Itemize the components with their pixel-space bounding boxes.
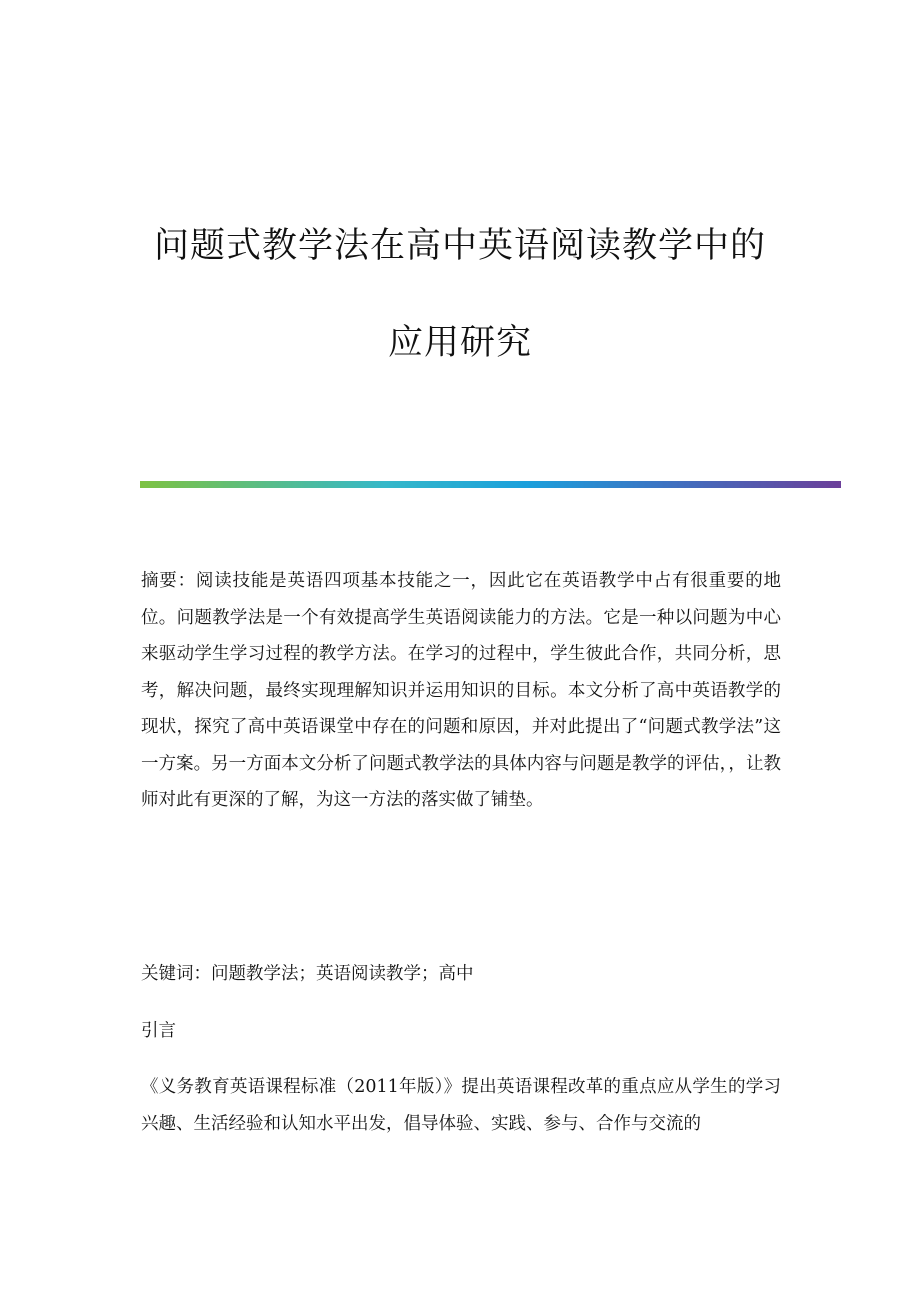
introduction-paragraph: 《义务教育英语课程标准（2011年版）》提出英语课程改革的重点应从学生的学习兴趣、生活经验和认知水平出发，倡导体验、实践、参与、合作与交流的 [141, 1077, 781, 1134]
keywords-line: 关键词：问题教学法；英语阅读教学；高中 [141, 964, 474, 984]
abstract-paragraph: 摘要：阅读技能是英语四项基本技能之一，因此它在英语教学中占有很重要的地位。问题教学法是一个有效提高学生英语阅读能力的方法。它是一种以问题为中心来驱动学生学习过程的教学方法。在学习的过程中，学生彼此合作，共同分析，思考，解决问题，最终实现理解知识并运用知识的目标。本文分析了高中英语教学的现状，探究了高中英语课堂中存在的问题和原因，并对此提出了“问题式教学法”这一方案。另一方面本文分析了问题式教学法的具体内容与问题是教学的评估，，让教师对此有更深的了解，为这一方法的落实做了铺垫。 [141, 571, 781, 810]
document-title-line-2: 应用研究 [387, 323, 532, 363]
introduction-heading: 引言 [141, 1021, 176, 1041]
document-title-line-1: 问题式教学法在高中英语阅读教学中的 [153, 226, 766, 266]
gradient-divider [140, 481, 841, 488]
